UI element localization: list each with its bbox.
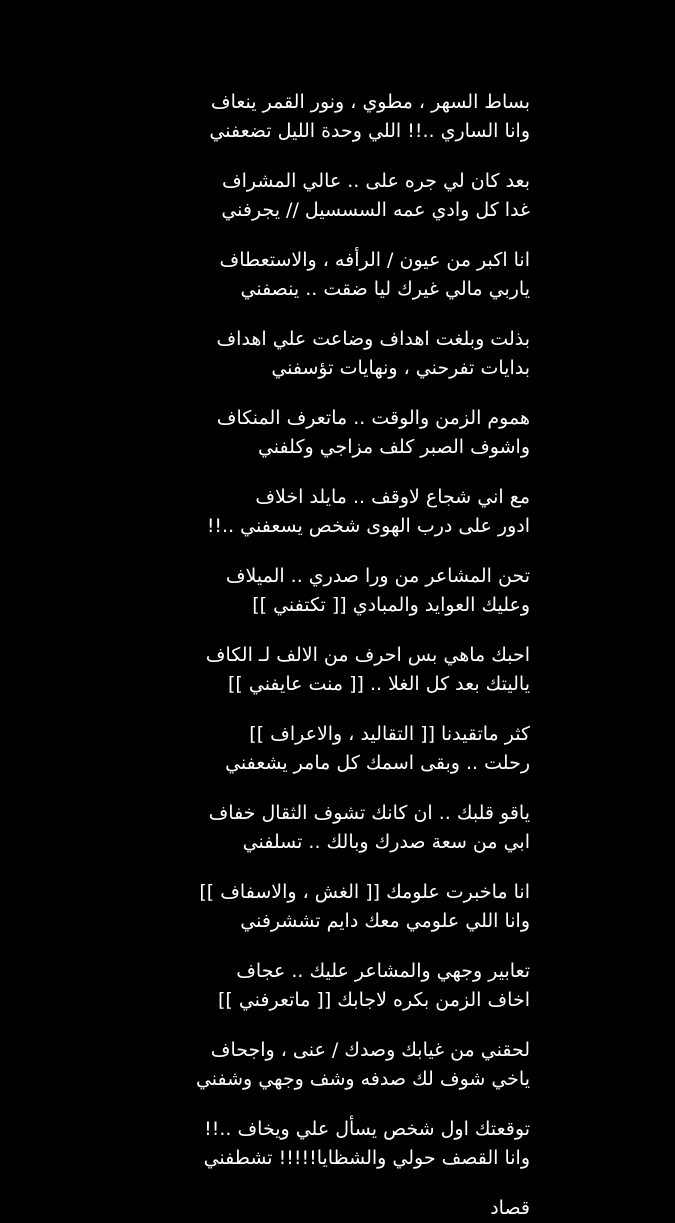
verse-line: اخاف الزمن بكره لاجابك [[ ماتعرفني ]]	[217, 989, 530, 1011]
verse-line: هموم الزمن والوقت .. ماتعرف المنكاف	[216, 407, 530, 429]
verse-line: بساط السهر ، مطوي ، ونور القمر ينعاف	[210, 91, 530, 113]
verse-line: ياليتك بعد كل الغلا .. [[ منت عايفني ]]	[228, 673, 530, 695]
verse-line: وانا القصف حولي والشظايا!!!!! تشطفني	[203, 1147, 530, 1169]
verse-line: غدا كل وادي عمه السسسيل // يجرفني	[221, 199, 530, 221]
stanza-9	[150, 720, 530, 778]
verse-line: انا ماخبرت علومك [[ الغش ، والاسفاف ]]	[199, 881, 530, 903]
verse-line: وانا اللي علومي معك دايم تششرفني	[240, 910, 530, 932]
stanza-13	[150, 1036, 530, 1094]
stanza-3	[150, 246, 530, 304]
verse-line: وعليك العوايد والمبادي [[ تكتفني ]]	[252, 594, 530, 616]
verse-line: ابي من سعة صدرك وبالك .. تسلفني	[242, 831, 530, 853]
stanza-7	[150, 562, 530, 620]
verse-line: بدايات تفرحني ، ونهايات تؤسفني	[271, 357, 530, 379]
verse-line: انا اكبر من عيون / الرأفه ، والاستعطاف	[219, 249, 530, 271]
verse-line: ياقو قلبك .. ان كانك تشوف الثقال خفاف	[208, 802, 530, 824]
stanza-8	[150, 641, 530, 699]
stanza-4	[150, 325, 530, 383]
stanza-12	[150, 957, 530, 1015]
verse-line: بذلت وبلغت اهداف وضاعت علي اهداف	[216, 328, 530, 350]
stanza-5	[150, 404, 530, 462]
verse-line: ادور على درب الهوى شخص يسعفني ..!!	[206, 515, 530, 537]
stanza-6	[150, 483, 530, 541]
poem-text	[150, 88, 530, 1223]
verse-line: ياخي شوف لك صدفه وشف وجهي وشفني	[195, 1068, 530, 1090]
stanza-14	[150, 1115, 530, 1173]
verse-line: احبك ماهي بس احرف من الالف لـ الكاف	[205, 644, 530, 666]
stanza-2	[150, 167, 530, 225]
stanza-11	[150, 878, 530, 936]
verse-line: واشوف الصبر كلف مزاجي وكلفني	[257, 436, 530, 458]
verse-line: تحن المشاعر من ورا صدري .. الميلاف	[225, 565, 530, 587]
signature: قصاد	[490, 1197, 530, 1219]
verse-line: وانا الساري ..!! اللي وحدة الليل تضعفني	[209, 120, 530, 142]
stanza-1	[150, 88, 530, 146]
verse-line: تعابير وجهي والمشاعر عليك .. عجاف	[236, 960, 530, 982]
verse-line: ياربي مالي غيرك ليا ضقت .. ينصفني	[240, 278, 530, 300]
verse-line: توقعتك اول شخص يسأل علي ويخاف ..!!	[204, 1118, 530, 1140]
verse-line: مع اني شجاع لاوقف .. مايلد اخلاف	[255, 486, 530, 508]
verse-line: لحقني من غيابك وصدك / عنى ، واجحاف	[210, 1039, 530, 1061]
stanza-10	[150, 799, 530, 857]
verse-line: بعد كان لي جره على .. عالي المشراف	[221, 170, 530, 192]
verse-line: كثر ماتقيدنا [[ التقاليد ، والاعراف ]]	[249, 723, 530, 745]
verse-line: رحلت .. وبقى اسمك كل مامر يشعفني	[225, 752, 530, 774]
